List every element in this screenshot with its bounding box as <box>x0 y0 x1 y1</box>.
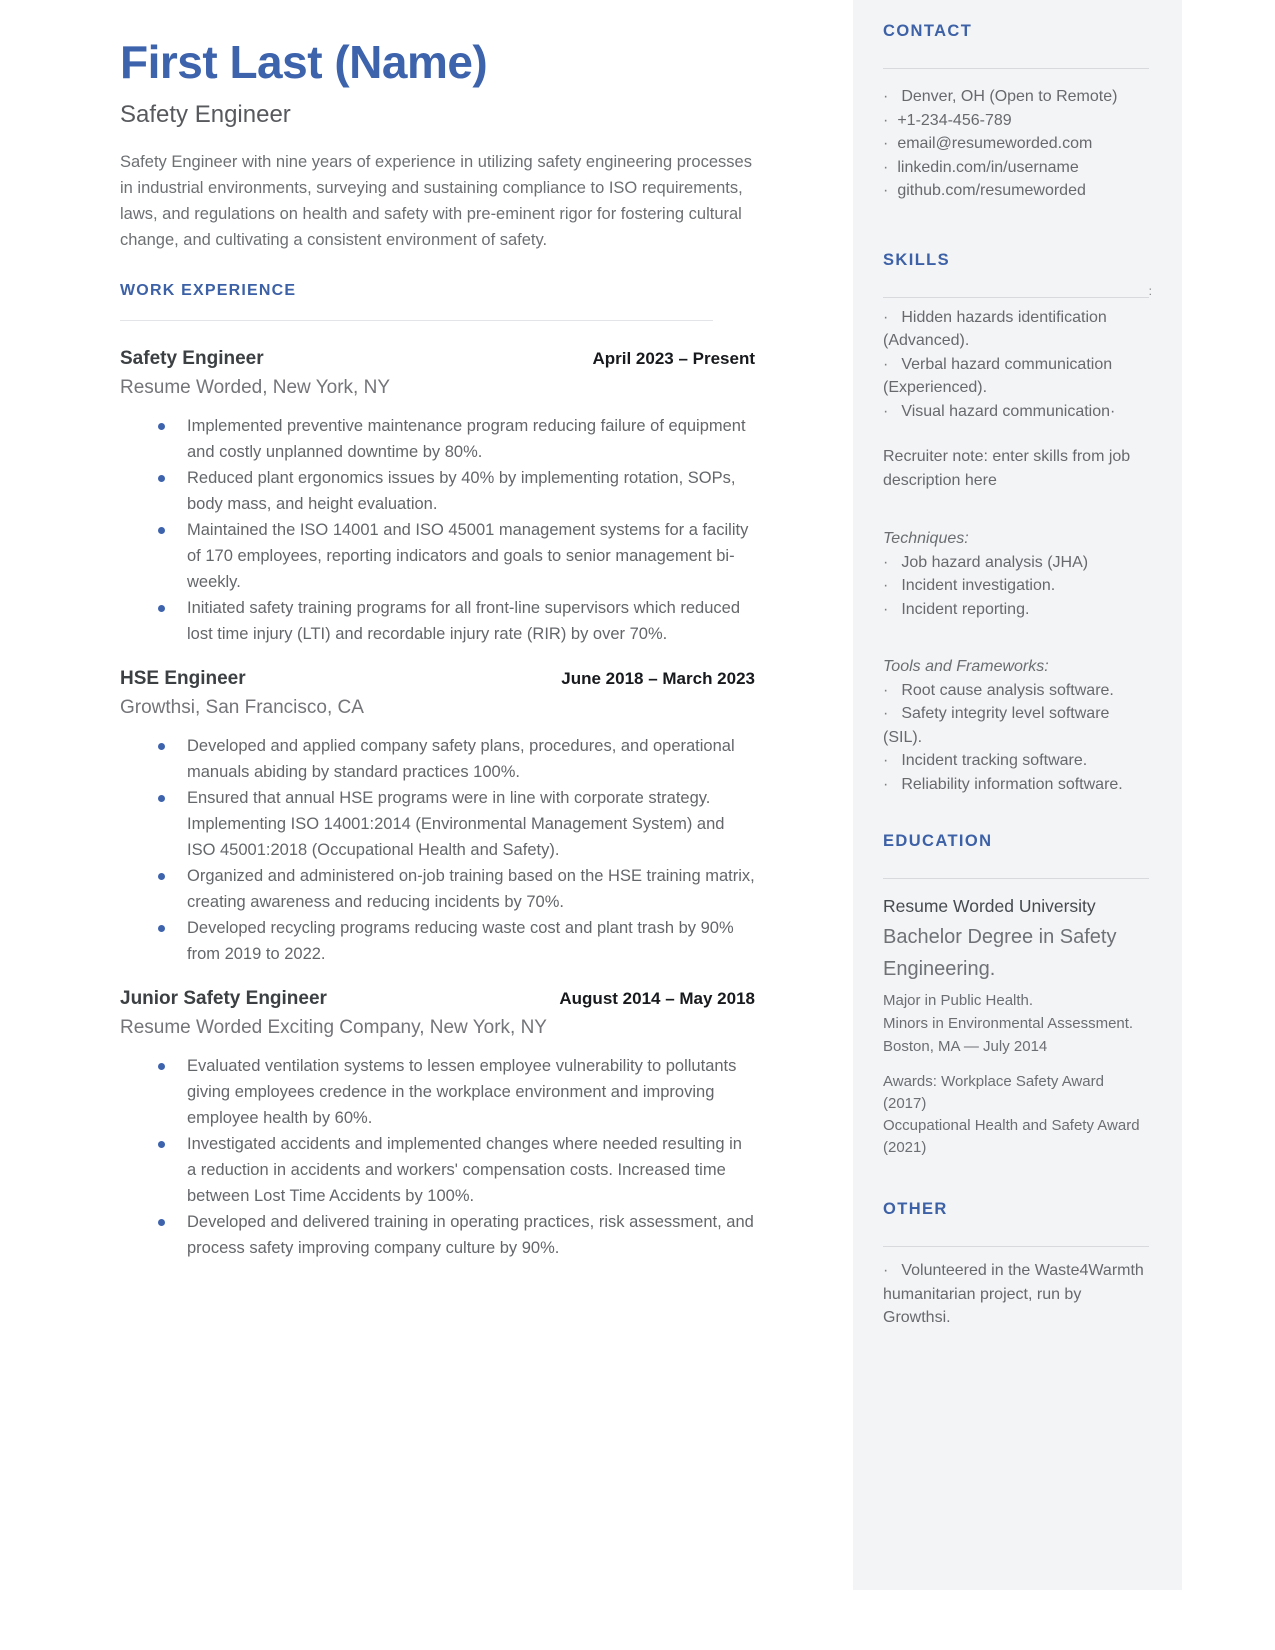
contact-list <box>883 85 1149 203</box>
bullet-icon <box>158 423 165 430</box>
bullet-item <box>120 785 755 863</box>
main-column <box>120 36 755 1261</box>
contact-text: Denver, OH (Open to Remote) <box>901 88 1118 105</box>
education-detail: Boston, MA — July 2014 <box>883 1038 1048 1055</box>
skill-item <box>883 353 1149 400</box>
skill-text: Job hazard analysis (JHA) <box>901 553 1089 571</box>
skill-item <box>883 773 1149 797</box>
job-bullet-list <box>120 413 755 647</box>
contact-item-phone <box>883 109 1149 133</box>
work-experience-heading: WORK EXPERIENCE <box>120 281 297 299</box>
bullet-text: Developed recycling programs reducing waste cost and plant trash by 90% from 2019 to 2022. <box>187 918 734 963</box>
bullet-text: Ensured that annual HSE programs were in line with corporate strategy. Implementing ISO 14001:2014 (Environmental Management System) and ISO 45001:2018 (Occupational Health and Safety). <box>187 788 725 859</box>
contact-item-linkedin <box>883 156 1149 180</box>
dot-icon: · <box>883 553 889 571</box>
section-divider <box>883 878 1149 879</box>
skill-item <box>883 749 1149 773</box>
bullet-text: Maintained the ISO 14001 and ISO 45001 management systems for a facility of 170 employees, reporting indicators and goals to senior management bi-weekly. <box>187 520 749 591</box>
dot-icon: · <box>883 111 889 129</box>
bullet-item <box>120 1053 755 1131</box>
bullet-text: Implemented preventive maintenance program reducing failure of equipment and costly unplanned downtime by 80%. <box>187 416 746 461</box>
skill-text: Hidden hazards identification (Advanced). <box>883 308 1107 349</box>
person-name: First Last (Name) <box>120 36 488 88</box>
bullet-text: Organized and administered on-job training based on the HSE training matrix, creating awareness and reducing incidents by 70%. <box>187 866 755 911</box>
job-company: Resume Worded Exciting Company, New York, NY <box>120 1016 547 1038</box>
contact-text: linkedin.com/in/username <box>897 158 1079 176</box>
skill-text: Incident tracking software. <box>901 752 1088 769</box>
dot-icon: · <box>883 577 889 594</box>
contact-item-location <box>883 85 1149 109</box>
job-header <box>120 348 755 370</box>
education-heading: EDUCATION <box>883 832 993 850</box>
education-award: Awards: Workplace Safety Award (2017) <box>883 1073 1104 1112</box>
skill-text: Reliability information software. <box>901 775 1123 793</box>
job-entry-2 <box>120 668 755 967</box>
education-award: Occupational Health and Safety Award (2021) <box>883 1117 1140 1156</box>
bullet-icon <box>158 1063 165 1070</box>
bullet-text: Investigated accidents and implemented changes where needed resulting in a reduction in accidents and workers' compensation costs. Increased time between Lost Time Accidents by 100%. <box>187 1134 742 1205</box>
job-dates: April 2023 – Present <box>592 348 755 368</box>
education-detail: Major in Public Health. <box>883 992 1034 1009</box>
bullet-text: Developed and delivered training in operating practices, risk assessment, and process safety improving company culture by 90%. <box>187 1212 754 1257</box>
skill-item <box>883 551 1149 575</box>
bullet-icon <box>158 1141 165 1148</box>
dot-icon: · <box>883 135 889 152</box>
contact-item-email <box>883 132 1149 156</box>
skills-group-tools <box>883 655 1149 796</box>
bullet-text: Developed and applied company safety plans, procedures, and operational manuals abiding by standard practices 100%. <box>187 736 735 781</box>
bullet-text: Reduced plant ergonomics issues by 40% by implementing rotation, SOPs, body mass, and height evaluation. <box>187 468 736 513</box>
dot-icon: · <box>883 752 889 769</box>
skill-item <box>883 679 1149 703</box>
person-job-title: Safety Engineer <box>120 100 291 128</box>
bullet-text: Initiated safety training programs for all front-line supervisors which reduced lost time injury (LTI) and recordable injury rate (RIR) by over 70%. <box>187 598 741 643</box>
job-entry-3 <box>120 988 755 1261</box>
job-header <box>120 668 755 690</box>
other-list <box>883 1259 1149 1330</box>
divider-colon-mark: : <box>1148 283 1152 298</box>
section-divider <box>883 68 1149 69</box>
job-bullet-list <box>120 733 755 967</box>
education-details <box>883 989 1149 1058</box>
other-section <box>883 1200 1149 1330</box>
job-bullet-list <box>120 1053 755 1261</box>
bullet-icon <box>158 743 165 750</box>
skills-group-techniques <box>883 527 1149 621</box>
contact-item-github <box>883 179 1149 203</box>
bullet-item <box>120 733 755 785</box>
skill-text: Root cause analysis software. <box>901 681 1114 699</box>
education-degree: Bachelor Degree in Safety Engineering. <box>883 926 1117 980</box>
contact-text: email@resumeworded.com <box>897 135 1093 152</box>
bullet-icon <box>158 475 165 482</box>
dot-icon: · <box>883 88 889 105</box>
group-label: Tools and Frameworks: <box>883 658 1049 675</box>
dot-icon: · <box>883 182 889 199</box>
skill-item <box>883 702 1149 749</box>
skill-item <box>883 598 1149 622</box>
skill-text: Incident reporting. <box>901 600 1030 618</box>
bullet-item <box>120 1209 755 1261</box>
bullet-item <box>120 595 755 647</box>
recruiter-note: Recruiter note: enter skills from job description here <box>883 448 1131 489</box>
summary-paragraph: Safety Engineer with nine years of experience in utilizing safety engineering processes in industrial environments, surveying and sustaining compliance to ISO requirements, laws, and regulations on health and safety with pre-eminent rigor for fostering cultural change, and cultivating a consistent environment of safety. <box>120 152 752 249</box>
skill-item <box>883 400 1149 424</box>
contact-section <box>883 22 1149 203</box>
skill-text: Incident investigation. <box>901 577 1056 594</box>
job-dates: June 2018 – March 2023 <box>561 668 755 688</box>
education-section <box>883 832 1149 1159</box>
bullet-icon <box>158 873 165 880</box>
skills-section <box>883 250 1152 797</box>
skill-item <box>883 574 1149 598</box>
skills-heading: SKILLS <box>883 250 951 269</box>
contact-text: github.com/resumeworded <box>897 182 1086 199</box>
education-school: Resume Worded University <box>883 896 1096 916</box>
sidebar <box>853 0 1182 1590</box>
skill-item <box>883 306 1149 353</box>
bullet-item <box>120 465 755 517</box>
skill-text: Visual hazard communication· <box>901 402 1116 420</box>
other-heading: OTHER <box>883 1200 948 1218</box>
bullet-icon <box>158 1219 165 1226</box>
job-title: Safety Engineer <box>120 347 264 369</box>
job-title: Junior Safety Engineer <box>120 987 327 1009</box>
bullet-item <box>120 413 755 465</box>
skill-text: Verbal hazard communication (Experienced). <box>883 355 1113 396</box>
skills-list <box>883 306 1149 424</box>
dot-icon: · <box>883 402 889 420</box>
dot-icon: · <box>883 1262 889 1279</box>
other-text: Volunteered in the Waste4Warmth humanitarian project, run by Growthsi. <box>883 1262 1144 1326</box>
dot-icon: · <box>883 355 889 373</box>
section-divider <box>120 320 713 321</box>
section-divider <box>883 1246 1149 1247</box>
job-title: HSE Engineer <box>120 667 246 689</box>
contact-text: +1-234-456-789 <box>897 111 1012 129</box>
dot-icon: · <box>883 681 889 699</box>
dot-icon: · <box>883 600 889 618</box>
job-entry-1 <box>120 348 755 647</box>
dot-icon: · <box>883 158 889 176</box>
bullet-item <box>120 517 755 595</box>
bullet-icon <box>158 795 165 802</box>
dot-icon: · <box>883 775 889 793</box>
bullet-icon <box>158 605 165 612</box>
bullet-item <box>120 863 755 915</box>
bullet-item <box>120 1131 755 1209</box>
bullet-icon <box>158 925 165 932</box>
dot-icon: · <box>883 705 889 722</box>
contact-heading: CONTACT <box>883 22 973 40</box>
bullet-icon <box>158 527 165 534</box>
job-company: Growthsi, San Francisco, CA <box>120 696 364 718</box>
education-detail: Minors in Environmental Assessment. <box>883 1015 1134 1032</box>
job-header <box>120 988 755 1010</box>
other-item <box>883 1259 1149 1330</box>
bullet-text: Evaluated ventilation systems to lessen employee vulnerability to pollutants giving employees credence in the workplace environment and improving employee health by 60%. <box>187 1056 737 1127</box>
group-label: Techniques: <box>883 530 969 547</box>
job-company: Resume Worded, New York, NY <box>120 376 390 398</box>
section-divider <box>883 283 1152 298</box>
dot-icon: · <box>883 308 889 326</box>
bullet-item <box>120 915 755 967</box>
education-awards <box>883 1071 1149 1159</box>
skill-text: Safety integrity level software (SIL). <box>883 705 1110 746</box>
job-dates: August 2014 – May 2018 <box>559 988 755 1008</box>
